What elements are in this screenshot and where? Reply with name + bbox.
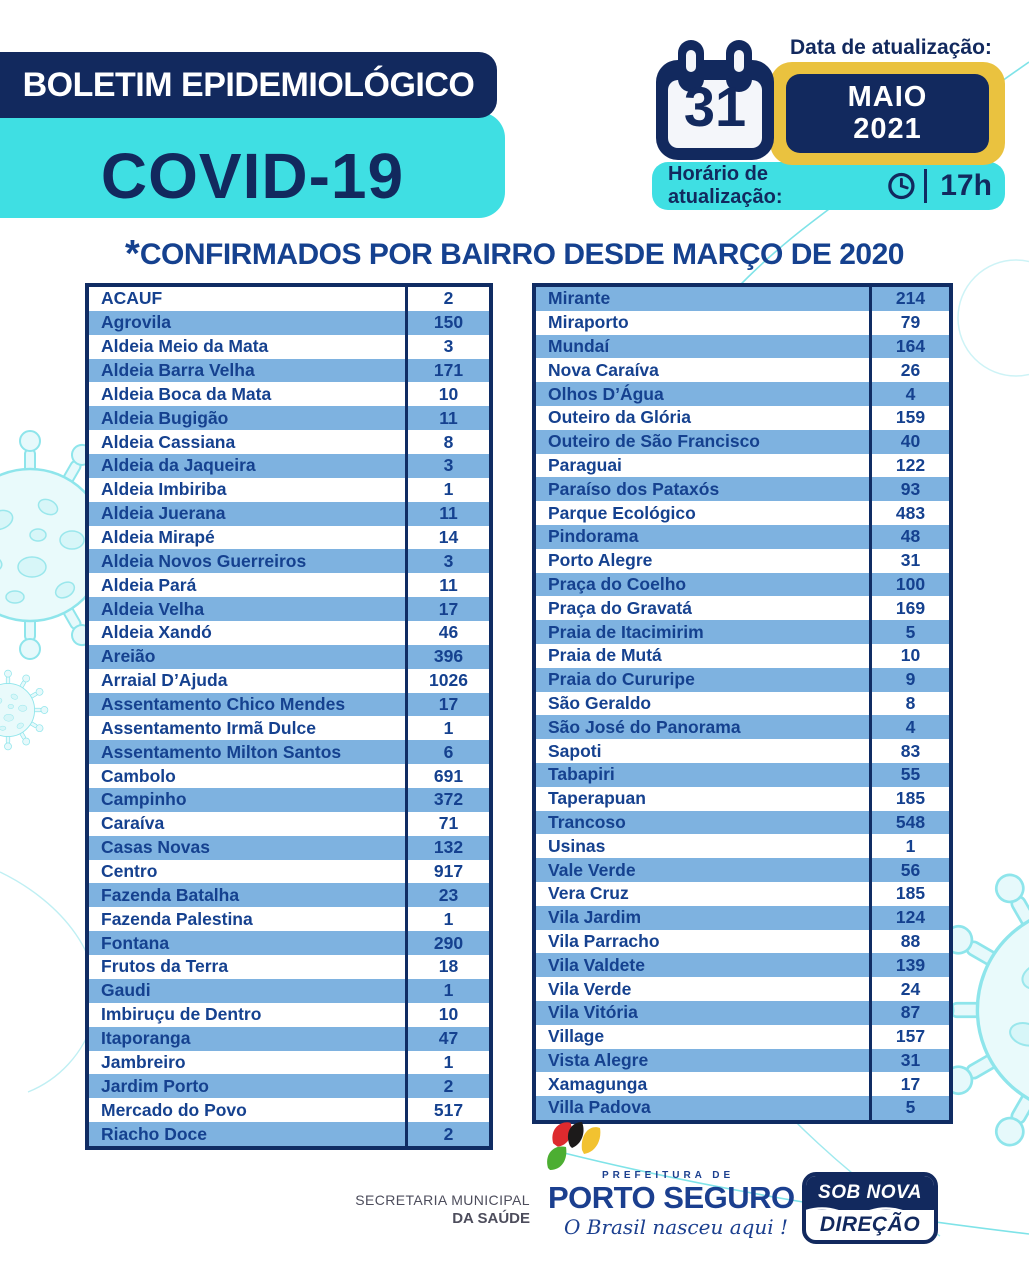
case-count: 48 (869, 525, 949, 549)
cases-table-left (85, 283, 493, 1150)
table-row (89, 645, 489, 669)
bairro-name: Olhos D’Água (548, 383, 664, 404)
table-row (536, 1096, 949, 1120)
section-title: *CONFIRMADOS POR BAIRRO DESDE MARÇO DE 2020 (125, 233, 904, 275)
table-row (536, 287, 949, 311)
bairro-name: Aldeia Velha (101, 598, 205, 619)
bairro-name: Aldeia Bugigão (101, 407, 229, 428)
case-count: 4 (869, 715, 949, 739)
bairro-name: Aldeia Meio da Mata (101, 336, 269, 357)
case-count: 11 (405, 573, 489, 597)
bairro-name: Aldeia Cassiana (101, 431, 236, 452)
bairro-name: Fazenda Batalha (101, 884, 240, 905)
covid-box (0, 112, 505, 218)
table-row (536, 668, 949, 692)
bairro-name: Fontana (101, 932, 170, 953)
bairro-name: Centro (101, 861, 158, 882)
table-row (89, 502, 489, 526)
case-count: 17 (405, 693, 489, 717)
case-count: 55 (869, 763, 949, 787)
case-count: 17 (869, 1072, 949, 1096)
table-row (89, 669, 489, 693)
update-date-label: Data de atualização: (790, 36, 992, 59)
table-row (89, 597, 489, 621)
table-row (536, 1072, 949, 1096)
case-count: 8 (405, 430, 489, 454)
table-row (89, 716, 489, 740)
table-row (89, 478, 489, 502)
bairro-name: Praia de Mutá (548, 645, 662, 666)
bairro-name: Aldeia Novos Guerreiros (101, 550, 307, 571)
bairro-name: Assentamento Chico Mendes (101, 694, 346, 715)
table-row (89, 836, 489, 860)
bairro-name: Aldeia Xandó (101, 622, 212, 643)
calendar-icon (648, 34, 782, 168)
table-row (89, 1098, 489, 1122)
table-row (89, 1122, 489, 1146)
case-count: 1 (405, 907, 489, 931)
table-row (536, 906, 949, 930)
table-row (89, 1051, 489, 1075)
bairro-name: Assentamento Milton Santos (101, 741, 342, 762)
table-row (89, 549, 489, 573)
table-row (536, 834, 949, 858)
circle-decoration (958, 260, 1029, 376)
table-row (536, 787, 949, 811)
case-count: 17 (405, 597, 489, 621)
bairro-name: Vila Vitória (548, 1002, 638, 1023)
case-count: 372 (405, 788, 489, 812)
bairro-name: Xamagunga (548, 1073, 648, 1094)
case-count: 11 (405, 502, 489, 526)
line-decoration (0, 872, 97, 1092)
table-row (536, 1049, 949, 1073)
bairro-name: Caraíva (101, 813, 165, 834)
case-count: 1026 (405, 669, 489, 693)
case-count: 2 (405, 287, 489, 311)
case-count: 31 (869, 549, 949, 573)
case-count: 917 (405, 860, 489, 884)
case-count: 46 (405, 621, 489, 645)
table-row (89, 907, 489, 931)
bairro-name: Aldeia Pará (101, 574, 197, 595)
case-count: 3 (405, 549, 489, 573)
case-count: 122 (869, 454, 949, 478)
case-count: 40 (869, 430, 949, 454)
case-count: 83 (869, 739, 949, 763)
case-count: 483 (869, 501, 949, 525)
case-count: 2 (405, 1122, 489, 1146)
virus-icon (0, 670, 48, 750)
bairro-name: Trancoso (548, 811, 626, 832)
table-row (89, 287, 489, 311)
table-row (89, 812, 489, 836)
table-row (89, 788, 489, 812)
covid-title: COVID-19 (100, 139, 405, 212)
asterisk-mark: * (125, 233, 140, 275)
case-count: 214 (869, 287, 949, 311)
table-row (536, 454, 949, 478)
table-row (89, 979, 489, 1003)
porto-seguro-logo (540, 1118, 795, 1258)
table-row (89, 526, 489, 550)
city-slogan: O Brasil nasceu aqui ! (564, 1215, 789, 1239)
bairro-name: ACAUF (101, 288, 163, 309)
secretaria-label (290, 1191, 530, 1229)
update-time-value: 17h (924, 169, 1005, 203)
table-row (536, 477, 949, 501)
table-row (536, 1025, 949, 1049)
bairro-name: Vila Jardim (548, 907, 642, 928)
table-row (536, 977, 949, 1001)
badge-bottom-text: DIREÇÃO (819, 1213, 921, 1236)
bairro-name: Praça do Gravatá (548, 597, 692, 618)
case-count: 26 (869, 358, 949, 382)
bairro-name: Aldeia Mirapé (101, 527, 215, 548)
table-row (89, 931, 489, 955)
bairro-name: Villa Padova (548, 1097, 651, 1118)
case-count: 548 (869, 811, 949, 835)
case-count: 5 (869, 1096, 949, 1120)
bairro-name: Paraíso dos Pataxós (548, 478, 720, 499)
update-time-label: Horário de atualização: (668, 163, 783, 208)
case-count: 159 (869, 406, 949, 430)
case-count: 88 (869, 930, 949, 954)
case-count: 6 (405, 740, 489, 764)
case-count: 93 (869, 477, 949, 501)
table-row (536, 430, 949, 454)
clock-icon (887, 171, 916, 201)
bairro-name: Mirante (548, 288, 611, 309)
table-row (536, 382, 949, 406)
table-row (536, 549, 949, 573)
table-row (536, 335, 949, 359)
bairro-name: Village (548, 1026, 605, 1047)
case-count: 171 (405, 359, 489, 383)
bairro-name: Paraguai (548, 454, 622, 475)
bairro-name: Praia do Cururipe (548, 669, 695, 690)
case-count: 10 (869, 644, 949, 668)
table-row (89, 1074, 489, 1098)
case-count: 71 (405, 812, 489, 836)
case-count: 8 (869, 692, 949, 716)
cases-table-right (532, 283, 953, 1124)
table-row (89, 382, 489, 406)
calendar-day: 31 (683, 75, 747, 138)
bairro-name: Mercado do Povo (101, 1099, 247, 1120)
table-row (536, 739, 949, 763)
table-row (89, 311, 489, 335)
table-row (536, 715, 949, 739)
bairro-name: Jambreiro (101, 1051, 186, 1072)
case-count: 290 (405, 931, 489, 955)
case-count: 169 (869, 596, 949, 620)
bairro-name: Vila Parracho (548, 930, 660, 951)
case-count: 139 (869, 953, 949, 977)
table-row (89, 406, 489, 430)
bairro-name: Frutos da Terra (101, 956, 229, 977)
sob-nova-direcao-badge (802, 1172, 938, 1244)
case-count: 150 (405, 311, 489, 335)
table-row (536, 882, 949, 906)
table-row (89, 335, 489, 359)
bairro-name: São Geraldo (548, 692, 652, 713)
bairro-name: Agrovila (101, 312, 172, 333)
case-count: 11 (405, 406, 489, 430)
table-row (89, 621, 489, 645)
case-count: 4 (869, 382, 949, 406)
case-count: 2 (405, 1074, 489, 1098)
table-row (536, 953, 949, 977)
bairro-name: Pindorama (548, 526, 639, 547)
case-count: 1 (405, 716, 489, 740)
bairro-name: Outeiro de São Francisco (548, 431, 760, 452)
table-row (89, 359, 489, 383)
case-count: 124 (869, 906, 949, 930)
bairro-name: Casas Novas (101, 837, 210, 858)
year-value: 2021 (853, 112, 922, 145)
bairro-name: Parque Ecológico (548, 502, 696, 523)
bairro-name: Itaporanga (101, 1028, 191, 1049)
table-row (536, 644, 949, 668)
bairro-name: Vila Valdete (548, 954, 645, 975)
table-row (536, 406, 949, 430)
bairro-name: Tabapiri (548, 764, 615, 785)
bairro-name: Mundaí (548, 335, 610, 356)
bulletin-banner (0, 52, 497, 118)
bairro-name: Gaudi (101, 980, 151, 1001)
case-count: 1 (405, 1051, 489, 1075)
table-row (89, 573, 489, 597)
secretaria-line2: DA SAÚDE (452, 1210, 530, 1228)
month-box (786, 74, 989, 153)
case-count: 18 (405, 955, 489, 979)
bairro-name: Aldeia Barra Velha (101, 360, 255, 380)
table-row (536, 858, 949, 882)
bairro-name: Praça do Coelho (548, 573, 687, 594)
prefeitura-label: PREFEITURA DE (602, 1170, 735, 1181)
leaves-icon (542, 1120, 606, 1186)
secretaria-line1: SECRETARIA MUNICIPAL (355, 1192, 530, 1208)
bairro-name: Assentamento Irmã Dulce (101, 717, 316, 738)
case-count: 9 (869, 668, 949, 692)
bairro-name: Aldeia Juerana (101, 503, 226, 524)
case-count: 23 (405, 883, 489, 907)
table-row (89, 454, 489, 478)
bairro-name: Porto Alegre (548, 550, 653, 571)
bairro-name: Vale Verde (548, 859, 636, 880)
bulletin-title: BOLETIM EPIDEMIOLÓGICO (22, 65, 475, 104)
case-count: 10 (405, 1003, 489, 1027)
case-count: 24 (869, 977, 949, 1001)
month-value: MAIO (847, 80, 928, 113)
case-count: 79 (869, 311, 949, 335)
bairro-name: Aldeia da Jaqueira (101, 455, 256, 476)
case-count: 185 (869, 787, 949, 811)
case-count: 517 (405, 1098, 489, 1122)
table-row (89, 1003, 489, 1027)
table-row (536, 501, 949, 525)
wave-divider (806, 1204, 934, 1218)
bairro-name: Praia de Itacimirim (548, 621, 704, 642)
case-count: 14 (405, 526, 489, 550)
case-count: 1 (869, 834, 949, 858)
case-count: 100 (869, 573, 949, 597)
table-row (89, 883, 489, 907)
table-row (89, 740, 489, 764)
case-count: 31 (869, 1049, 949, 1073)
case-count: 10 (405, 382, 489, 406)
bairro-name: Usinas (548, 835, 606, 856)
table-row (89, 430, 489, 454)
bairro-name: Sapoti (548, 740, 602, 761)
case-count: 157 (869, 1025, 949, 1049)
update-time-bar (652, 162, 1005, 210)
bairro-name: Vila Verde (548, 978, 632, 999)
table-row (536, 930, 949, 954)
case-count: 47 (405, 1027, 489, 1051)
case-count: 132 (405, 836, 489, 860)
case-count: 185 (869, 882, 949, 906)
table-row (536, 525, 949, 549)
bairro-name: Riacho Doce (101, 1123, 207, 1144)
case-count: 56 (869, 858, 949, 882)
bairro-name: Cambolo (101, 765, 176, 786)
case-count: 1 (405, 979, 489, 1003)
bairro-name: Nova Caraíva (548, 359, 659, 380)
bairro-name: Miraporto (548, 312, 629, 333)
bairro-name: Aldeia Imbiriba (101, 479, 227, 500)
table-row (536, 692, 949, 716)
bairro-name: Campinho (101, 789, 187, 810)
table-row (89, 955, 489, 979)
badge-top-text: SOB NOVA (806, 1176, 934, 1210)
bairro-name: Vera Cruz (548, 883, 629, 904)
table-row (536, 763, 949, 787)
case-count: 164 (869, 335, 949, 359)
bairro-name: Fazenda Palestina (101, 908, 253, 929)
case-count: 396 (405, 645, 489, 669)
table-row (536, 311, 949, 335)
case-count: 1 (405, 478, 489, 502)
case-count: 691 (405, 764, 489, 788)
table-row (89, 860, 489, 884)
bairro-name: Imbiruçu de Dentro (101, 1004, 262, 1025)
table-row (536, 1001, 949, 1025)
bairro-name: Vista Alegre (548, 1049, 649, 1070)
bairro-name: São José do Panorama (548, 716, 741, 737)
bairro-name: Arraial D’Ajuda (101, 670, 228, 691)
table-row (89, 764, 489, 788)
case-count: 3 (405, 335, 489, 359)
table-row (536, 620, 949, 644)
table-row (536, 573, 949, 597)
bairro-name: Outeiro da Glória (548, 407, 691, 428)
bairro-name: Taperapuan (548, 788, 646, 809)
table-row (536, 358, 949, 382)
table-row (89, 693, 489, 717)
table-row (89, 1027, 489, 1051)
case-count: 5 (869, 620, 949, 644)
table-row (536, 811, 949, 835)
case-count: 87 (869, 1001, 949, 1025)
case-count: 3 (405, 454, 489, 478)
bairro-name: Jardim Porto (101, 1075, 209, 1096)
city-name: PORTO SEGURO (548, 1180, 795, 1215)
bairro-name: Aldeia Boca da Mata (101, 383, 272, 404)
bairro-name: Areião (101, 646, 156, 667)
table-row (536, 596, 949, 620)
